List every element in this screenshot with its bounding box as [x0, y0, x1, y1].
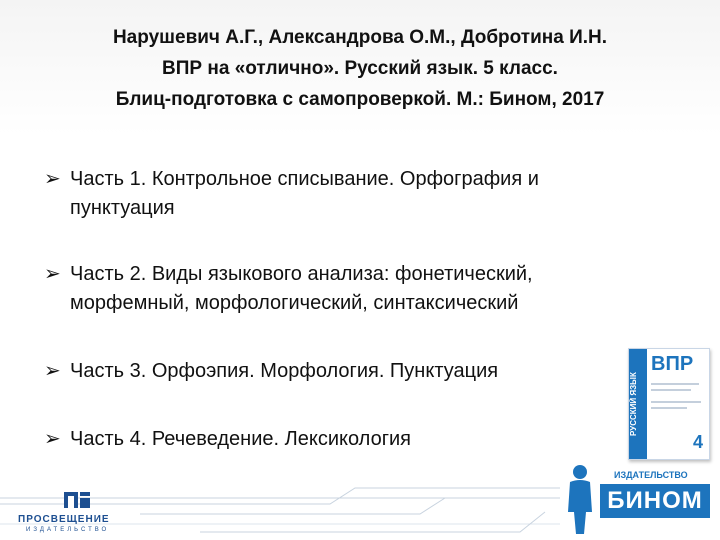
book-text-line [651, 407, 687, 409]
bullet-text: Часть 4. Речеведение. Лексикология [70, 428, 411, 450]
bullet-item [40, 357, 640, 386]
bullet-text: Часть 1. Контрольное списывание. Орфография и пунктуация [70, 168, 539, 219]
bullet-item [40, 425, 640, 454]
binom-figure-icon [560, 462, 600, 538]
prosveshchenie-subtitle: ИЗДАТЕЛЬСТВО [26, 527, 110, 533]
binom-logo: БИНОМ [600, 484, 710, 518]
book-cover-image [628, 348, 710, 460]
arrow-bullet-icon: ➢ [44, 168, 61, 190]
book-text-line [651, 383, 699, 385]
binom-label: ИЗДАТЕЛЬСТВО [614, 470, 688, 480]
book-grade: 4 [692, 432, 703, 452]
book-text-line [651, 401, 701, 403]
slide-title [0, 22, 720, 115]
arrow-bullet-icon: ➢ [44, 360, 61, 382]
book-title: ВПР [651, 353, 694, 375]
bullet-item [40, 260, 640, 318]
prosveshchenie-title: ПРОСВЕЩЕНИЕ [18, 514, 110, 525]
bullet-text: Часть 2. Виды языкового анализа: фонетический, морфемный, морфологический, синтаксический [70, 263, 533, 314]
arrow-bullet-icon: ➢ [44, 428, 61, 450]
title-book: ВПР на «отлично». Русский язык. 5 класс. [162, 58, 558, 79]
title-subtitle: Блиц-подготовка с самопроверкой. М.: Бином, 2017 [115, 89, 605, 110]
arrow-bullet-icon: ➢ [44, 263, 61, 285]
book-text-line [651, 389, 691, 391]
title-authors: Нарушевич А.Г., Александрова О.М., Добротина И.Н. [112, 27, 608, 48]
bullet-text: Часть 3. Орфоэпия. Морфология. Пунктуация [70, 360, 499, 382]
book-spine-label: РУССКИЙ ЯЗЫК [629, 372, 638, 436]
bullet-item [40, 165, 640, 223]
